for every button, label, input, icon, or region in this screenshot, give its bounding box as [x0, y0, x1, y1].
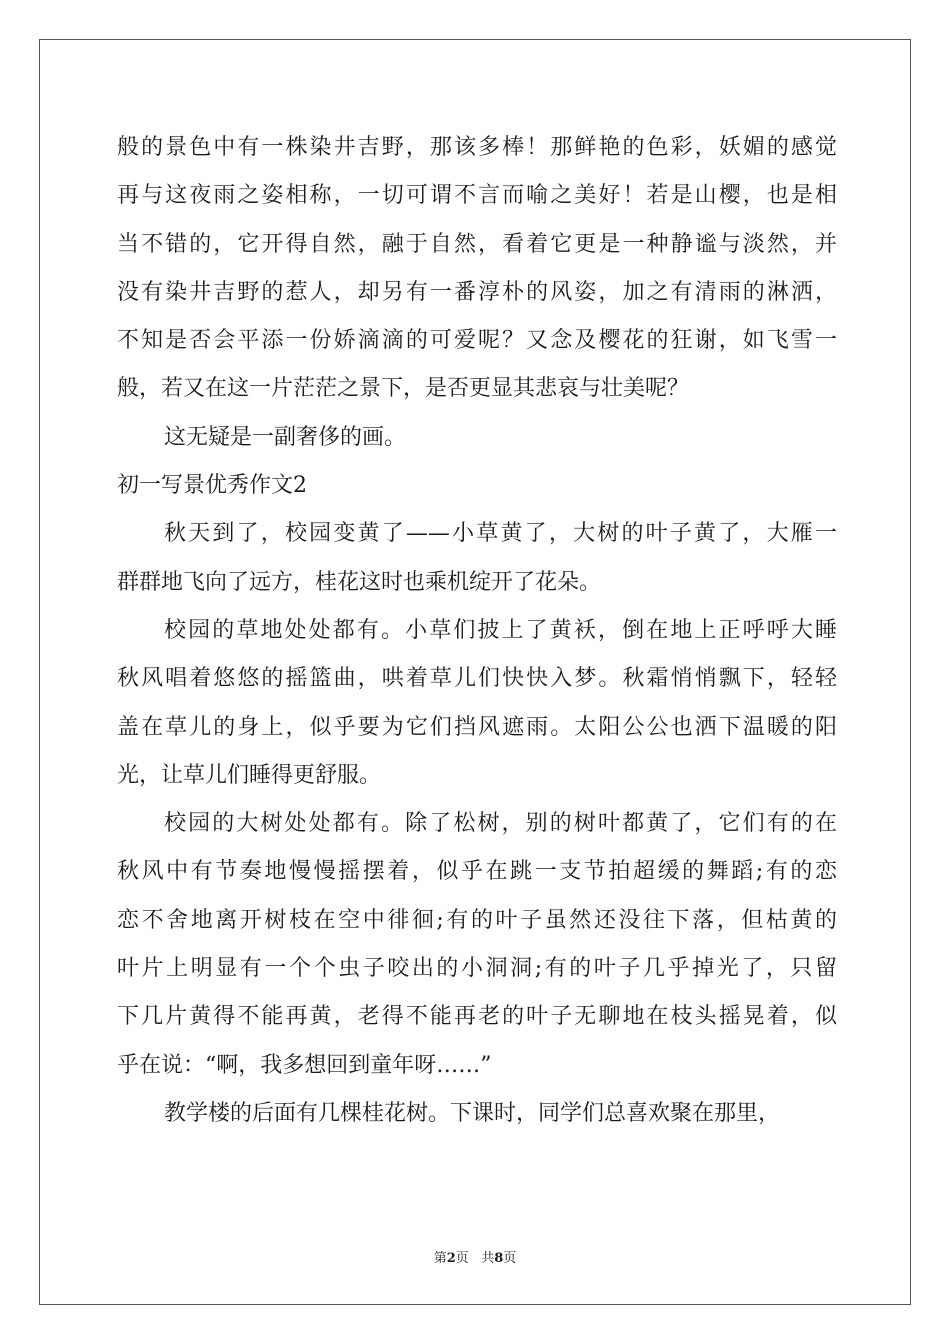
- page-footer: [0, 1247, 950, 1266]
- text-line: 没有染井吉野的惹人，却另有一番淳朴的风姿，加之有清雨的淋洒，: [117, 279, 837, 305]
- footer-suffix: 页: [503, 1251, 517, 1266]
- text-line: 不知是否会平添一份娇滴滴的可爱呢？又念及樱花的狂谢，如飞雪一: [117, 328, 837, 354]
- document-body: [117, 124, 837, 1138]
- text-line: 光，让草儿们睡得更舒服。: [117, 762, 382, 788]
- text-line: 校园的大树处处都有。除了松树，别的树叶都黄了，它们有的在: [164, 811, 837, 837]
- footer-page-number: 2: [446, 1251, 456, 1266]
- footer-prefix: 第: [433, 1251, 447, 1266]
- text-line: 秋天到了，校园变黄了——小草黄了，大树的叶子黄了，大雁一: [164, 521, 837, 547]
- text-line: 般，若又在这一片茫茫之景下，是否更显其悲哀与壮美呢？: [117, 376, 690, 402]
- text-line: 恋不舍地离开树枝在空中徘徊;有的叶子虽然还没往下落，但枯黄的: [117, 907, 837, 933]
- text-line: 叶片上明显有一个个虫子咬出的小洞洞;有的叶子几乎掉光了，只留: [117, 956, 837, 982]
- text-line: 当不错的，它开得自然，融于自然，看着它更是一种静谧与淡然，并: [117, 231, 837, 257]
- text-line: 教学楼的后面有几棵桂花树。下课时，同学们总喜欢聚在那里，: [164, 1100, 781, 1126]
- text-line: 再与这夜雨之姿相称，一切可谓不言而喻之美好！若是山樱，也是相: [117, 183, 837, 209]
- text-line: 般的景色中有一株染井吉野，那该多棒！那鲜艳的色彩，妖媚的感觉: [117, 135, 837, 160]
- text-line: 群群地飞向了远方，桂花这时也乘机绽开了花朵。: [117, 569, 602, 595]
- text-line: 盖在草儿的身上，似乎要为它们挡风遮雨。太阳公公也洒下温暖的阳: [117, 714, 837, 740]
- footer-middle: 页 共: [455, 1251, 495, 1266]
- text-line: 校园的草地处处都有。小草们披上了黄袄，倒在地上正呼呼大睡: [164, 617, 837, 643]
- text-line: 乎在说：“啊，我多想回到童年呀……”: [117, 1052, 492, 1078]
- text-line: 秋风中有节奏地慢慢摇摆着，似乎在跳一支节拍超缓的舞蹈;有的恋: [117, 859, 837, 885]
- text-line: 下几片黄得不能再黄，老得不能再老的叶子无聊地在枝头摇晃着，似: [117, 1004, 837, 1030]
- text-line: 秋风唱着悠悠的摇篮曲，哄着草儿们快快入梦。秋霜悄悄飘下，轻轻: [117, 666, 837, 692]
- text-line: 这无疑是一副奢侈的画。: [164, 424, 407, 450]
- text-line: 初一写景优秀作文2: [117, 473, 307, 499]
- footer-total-pages: 8: [494, 1251, 504, 1266]
